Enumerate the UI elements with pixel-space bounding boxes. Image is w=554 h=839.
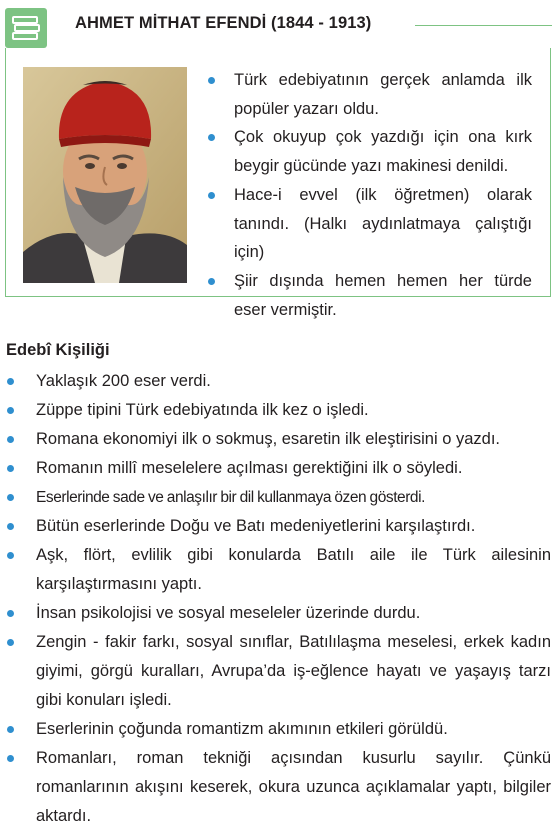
list-item [6,744,551,831]
bullet-icon [208,278,215,285]
bio-item-text: Hace-i evvel (ilk öğretmen) olarak tanındı. (Halkı aydınlatmaya çalıştığı için) [234,185,532,262]
bio-list [206,66,532,324]
bullet-icon [7,378,14,385]
bullet-icon [208,192,215,199]
bullet-icon [7,465,14,472]
list-item-text: Aşk, flört, evlilik gibi konularda Batılı aile ile Türk ailesinin karşılaştırmasını yaptı. [36,546,551,593]
bullet-icon [208,77,215,84]
section-title: Edebî Kişiliği [6,341,110,359]
list-item [206,66,532,123]
list-item-text: Romanları, roman tekniği açısından kusurlu sayılır. Çünkü romanlarının akışını keserek, okura uzunca açıklamalar yaptı, bilgiler aktardı. [36,749,551,825]
bullet-icon [7,726,14,733]
list-item [6,396,551,425]
books-icon [5,8,47,48]
bullet-icon [7,436,14,443]
bio-item-text: Şiir dışında hemen hemen her türde eser vermiştir. [234,271,532,319]
list-item-text: Eserlerinin çoğunda romantizm akımının etkileri görüldü. [36,720,448,738]
header-divider [415,25,552,26]
bullet-icon [7,755,14,762]
bio-item-text: Türk edebiyatının gerçek anlamda ilk popüler yazarı oldu. [234,71,532,118]
literary-list [6,367,551,831]
list-item [6,425,551,454]
bullet-icon [7,407,14,414]
list-item [206,267,532,324]
list-item [6,454,551,483]
list-item [6,512,551,541]
list-item [206,123,532,180]
list-item [6,628,551,715]
list-item-text: Züppe tipini Türk edebiyatında ilk kez o işledi. [36,401,369,419]
page-title: AHMET MİTHAT EFENDİ (1844 - 1913) [75,14,377,33]
list-item [206,181,532,267]
list-item [6,599,551,628]
bullet-icon [7,523,14,530]
bullet-icon [7,610,14,617]
list-item [6,367,551,396]
list-item-text: İnsan psikolojisi ve sosyal meseleler üzerinde durdu. [36,604,421,622]
list-item-text: Eserlerinde sade ve anlaşılır bir dil kullanmaya özen gösterdi. [36,489,425,506]
list-item [6,483,551,512]
list-item-text: Romanın millî meselelere açılması gerektiğini ilk o söyledi. [36,459,463,477]
list-item [6,715,551,744]
list-item-text: Yaklaşık 200 eser verdi. [36,372,211,390]
list-item [6,541,551,599]
list-item-text: Bütün eserlerinde Doğu ve Batı medeniyetlerini karşılaştırdı. [36,517,476,535]
bullet-icon [7,494,14,501]
list-item-text: Romana ekonomiyi ilk o sokmuş, esaretin ilk eleştirisini o yazdı. [36,430,501,448]
portrait-image [23,67,187,283]
bullet-icon [208,134,215,141]
bullet-icon [7,639,14,646]
bio-item-text: Çok okuyup çok yazdığı için ona kırk beygir gücünde yazı makinesi denildi. [234,128,532,176]
bullet-icon [7,552,14,559]
list-item-text: Zengin - fakir farkı, sosyal sınıflar, Batılılaşma meselesi, erkek kadın giyimi, görgü kuralları, Avrupa’da iş-eğlence hayatı ve yaşayış tarzı gibi konuları işledi. [36,633,551,709]
